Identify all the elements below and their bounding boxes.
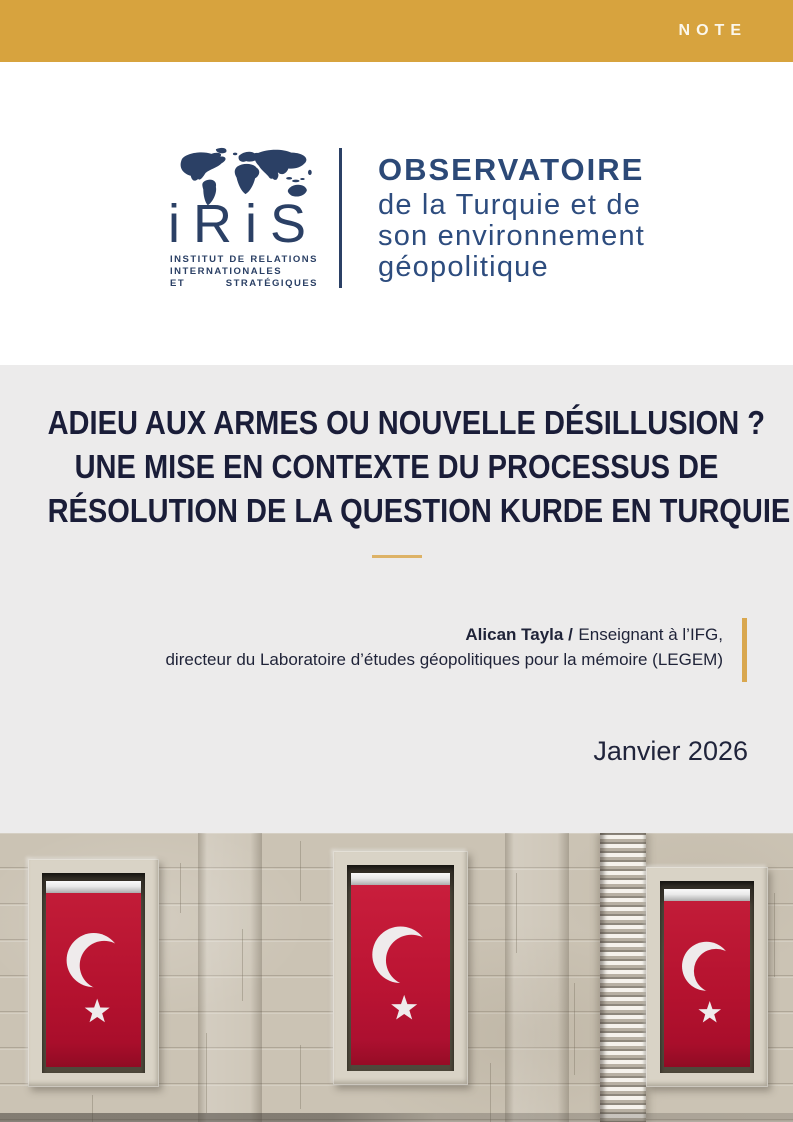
observatory-title: OBSERVATOIRE	[378, 152, 645, 187]
flag-roller	[664, 889, 750, 901]
note-label: NOTE	[678, 22, 747, 39]
vertical-divider	[339, 148, 342, 288]
author-credit	[0, 622, 793, 672]
turkish-flag	[664, 889, 750, 1067]
observatory-subtitle-line: son environnement	[378, 220, 646, 252]
turkish-flag	[46, 881, 141, 1067]
flag-window	[333, 851, 468, 1085]
observatory-subtitle-line: géopolitique	[378, 251, 549, 283]
iris-caption-line: INTERNATIONALES	[170, 266, 283, 277]
flag-banner	[46, 893, 141, 1067]
carved-column-strip	[600, 833, 646, 1122]
author-affiliation: Enseignant à l’IFG,	[578, 625, 723, 644]
cover-photo	[0, 833, 793, 1122]
stone-pilaster	[198, 833, 262, 1122]
crescent-star-icon	[50, 906, 137, 1067]
publication-date: Janvier 2026	[593, 736, 748, 766]
stone-joint	[242, 929, 243, 1001]
stone-pilaster	[505, 833, 569, 1122]
flag-window	[28, 859, 159, 1087]
window-recess	[347, 865, 454, 1071]
flag-roller	[351, 873, 450, 885]
title-line-3: RÉSOLUTION DE LA QUESTION KURDE EN TURQUIE	[47, 492, 791, 529]
stone-joint	[206, 1033, 207, 1113]
stone-joint	[774, 893, 775, 977]
stone-joint	[180, 863, 181, 913]
observatory-block	[378, 150, 645, 283]
crescent-star-icon	[667, 913, 746, 1067]
author-name: Alican Tayla /	[465, 625, 573, 644]
observatory-subtitle-line: de la Turquie et de	[378, 189, 642, 221]
iris-caption-line: ET STRATÉGIQUES	[170, 278, 318, 289]
top-banner	[0, 0, 793, 62]
stone-joint	[574, 983, 575, 1075]
flag-roller	[46, 881, 141, 893]
window-recess	[660, 881, 754, 1073]
turkish-flag	[351, 873, 450, 1065]
stone-joint	[516, 873, 517, 953]
flag-window	[646, 867, 768, 1087]
title-line-2: UNE MISE EN CONTEXTE DU PROCESSUS DE	[74, 448, 719, 485]
brand-header	[0, 62, 793, 365]
stone-joint	[300, 1045, 301, 1109]
window-recess	[42, 873, 145, 1073]
flag-banner	[664, 901, 750, 1067]
iris-wordmark: iRiS	[168, 194, 320, 254]
author-line-1	[0, 622, 723, 647]
wall-ledge-shadow	[0, 1113, 793, 1122]
flag-banner	[351, 885, 450, 1065]
author-line-2: directeur du Laboratoire d’études géopolitiques pour la mémoire (LEGEM)	[165, 650, 723, 669]
crescent-star-icon	[355, 899, 446, 1065]
page-title	[0, 401, 793, 533]
iris-caption-line: INSTITUT DE RELATIONS	[170, 254, 318, 265]
stone-joint	[300, 841, 301, 901]
title-line-1: ADIEU AUX ARMES OU NOUVELLE DÉSILLUSION ?	[47, 404, 766, 441]
title-accent-dash	[372, 555, 422, 558]
cover-body	[0, 365, 793, 833]
author-accent-bar	[742, 618, 747, 682]
